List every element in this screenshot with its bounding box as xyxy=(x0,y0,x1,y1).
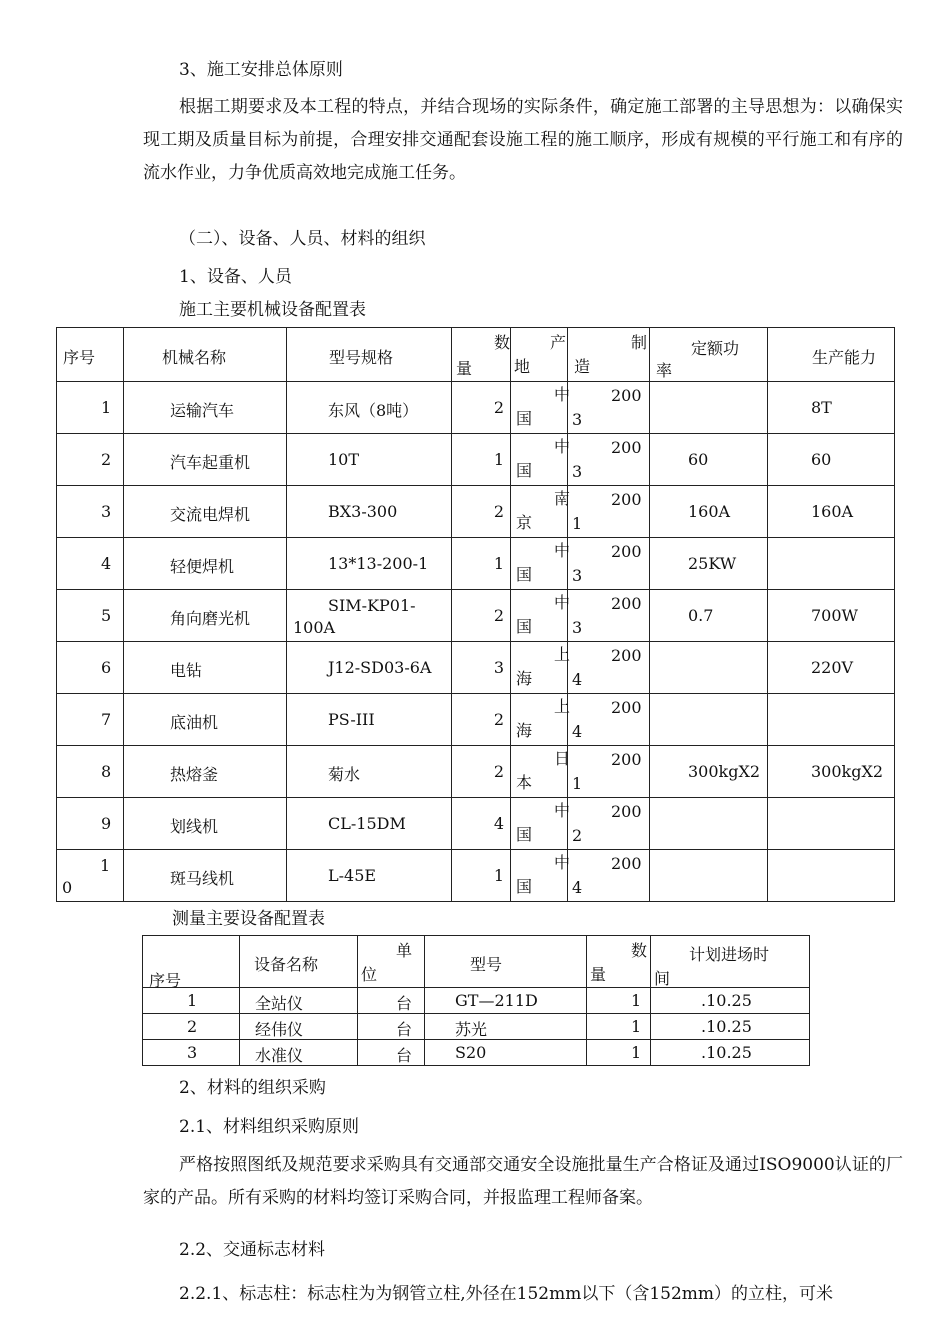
table-cell xyxy=(124,798,287,850)
table-cell xyxy=(287,642,452,694)
table-cell xyxy=(768,746,895,798)
row-model: BX3-300 xyxy=(328,502,398,521)
row-no-cont: 0 xyxy=(62,878,73,897)
row-name: 底油机 xyxy=(170,713,219,732)
row-name: 电钻 xyxy=(170,661,203,680)
row-name: 角向磨光机 xyxy=(170,609,251,628)
table-cell xyxy=(511,746,571,798)
table-cell xyxy=(452,382,511,434)
row-no: 1 xyxy=(187,991,198,1010)
row-power: 60 xyxy=(688,450,709,469)
row-qty: 3 xyxy=(493,658,504,677)
section-2-1-title: 1、设备、人员 xyxy=(179,267,292,287)
row-year-b: 4 xyxy=(572,878,583,897)
table-cell xyxy=(568,486,650,538)
equipment-table xyxy=(56,327,895,902)
table-cell xyxy=(768,382,895,434)
row-model: CL-15DM xyxy=(328,814,406,833)
table-cell xyxy=(57,434,124,486)
table-cell xyxy=(587,1040,651,1066)
table-cell xyxy=(511,434,571,486)
table-cell xyxy=(568,590,650,642)
row-name: 水准仪 xyxy=(255,1046,304,1065)
header-capacity: 生产能力 xyxy=(812,348,877,367)
header-power-a: 定额功 xyxy=(691,339,740,358)
row-unit: 台 xyxy=(396,1020,413,1039)
row-qty: 2 xyxy=(493,710,504,729)
row-year-a: 200 xyxy=(611,750,642,769)
row-year-b: 3 xyxy=(572,618,583,637)
row-name: 汽车起重机 xyxy=(170,453,251,472)
table-cell xyxy=(57,642,124,694)
table-cell xyxy=(240,1014,358,1040)
row-power: 0.7 xyxy=(688,606,714,625)
row-origin-a: 中 xyxy=(554,593,571,612)
row-no: 9 xyxy=(101,814,112,833)
row-name: 划线机 xyxy=(170,817,219,836)
row-time: .10.25 xyxy=(701,991,752,1010)
row-model: SIM-KP01- xyxy=(328,596,416,615)
row-no: 1 xyxy=(100,856,111,875)
table-cell xyxy=(568,434,650,486)
table-row xyxy=(57,538,895,590)
table-cell xyxy=(287,746,452,798)
table-cell xyxy=(57,798,124,850)
table-cell xyxy=(568,538,650,590)
row-name: 运输汽车 xyxy=(170,401,235,420)
materials-2-1-body: 严格按照图纸及规范要求采购具有交通部交通安全设施批量生产合格证及通过ISO9000认证的厂家的产品。所有采购的材料均签订采购合同，并报监理工程师备案。 xyxy=(143,1155,903,1208)
row-no: 4 xyxy=(101,554,112,573)
header-name: 机械名称 xyxy=(162,348,227,367)
header-year-a: 制 xyxy=(631,333,648,352)
table-cell xyxy=(358,1040,425,1066)
table-cell xyxy=(358,988,425,1014)
table-cell xyxy=(57,382,124,434)
row-no: 2 xyxy=(101,450,112,469)
table-cell xyxy=(511,694,571,746)
table-cell xyxy=(425,1040,587,1066)
row-model: J12-SD03-6A xyxy=(328,658,432,677)
table-cell xyxy=(287,382,452,434)
header2-no: 序号 xyxy=(149,971,182,990)
row-model: S20 xyxy=(455,1043,487,1062)
table-cell xyxy=(452,746,511,798)
row-qty: 1 xyxy=(493,450,504,469)
table-cell xyxy=(511,850,571,902)
table-cell xyxy=(57,538,124,590)
table-cell xyxy=(143,1014,240,1040)
table-cell xyxy=(452,590,511,642)
row-model: PS-III xyxy=(328,710,375,729)
section-2-title: （二）、设备、人员、材料的组织 xyxy=(179,229,426,249)
row-capacity: 700W xyxy=(811,606,858,625)
row-year-a: 200 xyxy=(611,490,642,509)
table-row xyxy=(143,1014,810,1040)
row-origin-a: 中 xyxy=(554,801,571,820)
row-year-a: 200 xyxy=(611,854,642,873)
row-origin-a: 中 xyxy=(554,541,571,560)
row-name: 轻便焊机 xyxy=(170,557,235,576)
table-cell xyxy=(57,694,124,746)
row-origin-a: 中 xyxy=(554,853,571,872)
row-capacity: 220V xyxy=(811,658,854,677)
row-time: .10.25 xyxy=(701,1043,752,1062)
row-name: 全站仪 xyxy=(255,994,304,1013)
row-name: 斑马线机 xyxy=(170,869,235,888)
header2-model: 型号 xyxy=(470,955,503,974)
row-year-b: 3 xyxy=(572,462,583,481)
table1-title: 施工主要机械设备配置表 xyxy=(179,300,366,320)
table-cell xyxy=(511,382,571,434)
table-row xyxy=(143,988,810,1014)
table-cell xyxy=(650,590,768,642)
row-origin-b: 国 xyxy=(516,409,533,428)
table-cell xyxy=(768,486,895,538)
row-qty: 2 xyxy=(493,762,504,781)
table-cell xyxy=(287,590,452,642)
table-cell xyxy=(511,590,571,642)
row-origin-b: 国 xyxy=(516,617,533,636)
table-cell xyxy=(768,538,895,590)
table-cell xyxy=(57,486,124,538)
row-model: 13*13-200-1 xyxy=(328,554,429,573)
row-capacity: 160A xyxy=(811,502,854,521)
table-cell xyxy=(57,746,124,798)
table-cell xyxy=(425,1014,587,1040)
equipment-table-header xyxy=(57,328,895,382)
row-qty: 4 xyxy=(493,814,504,833)
table-row xyxy=(57,746,895,798)
row-year-b: 1 xyxy=(572,774,583,793)
row-no: 8 xyxy=(101,762,112,781)
materials-2-2-1-body: 2.2.1、标志柱：标志柱为为钢管立柱,外径在152mm以下（含152mm）的立柱，可米 xyxy=(179,1284,834,1304)
row-year-b: 4 xyxy=(572,670,583,689)
table-cell xyxy=(651,1014,810,1040)
table-cell xyxy=(452,850,511,902)
table-cell xyxy=(768,434,895,486)
row-origin-a: 日 xyxy=(554,749,571,768)
row-qty: 1 xyxy=(631,1017,642,1036)
table-cell xyxy=(650,746,768,798)
row-capacity: 300kgX2 xyxy=(811,762,884,781)
materials-title: 2、材料的组织采购 xyxy=(179,1078,326,1098)
header2-qty-a: 数 xyxy=(631,941,648,960)
row-qty: 1 xyxy=(493,866,504,885)
table-cell xyxy=(287,694,452,746)
header-qty-a: 数 xyxy=(494,333,511,352)
table-cell xyxy=(568,850,650,902)
row-origin-a: 中 xyxy=(554,437,571,456)
header-qty-b: 量 xyxy=(456,359,473,378)
survey-table xyxy=(142,935,810,1066)
table2-title: 测量主要设备配置表 xyxy=(172,909,325,929)
table-row xyxy=(57,850,895,902)
row-no: 3 xyxy=(101,502,112,521)
table-cell xyxy=(287,486,452,538)
row-year-a: 200 xyxy=(611,438,642,457)
row-no: 1 xyxy=(101,398,112,417)
row-model: 10T xyxy=(328,450,360,469)
row-name: 热熔釜 xyxy=(170,765,219,784)
row-name: 交流电焊机 xyxy=(170,505,251,524)
row-year-a: 200 xyxy=(611,594,642,613)
row-model: GT—211D xyxy=(455,991,538,1010)
row-origin-a: 上 xyxy=(554,645,571,664)
table-row xyxy=(57,694,895,746)
table-row xyxy=(57,382,895,434)
row-year-a: 200 xyxy=(611,386,642,405)
row-power: 300kgX2 xyxy=(688,762,761,781)
table-cell xyxy=(651,988,810,1014)
table-cell xyxy=(650,538,768,590)
row-origin-b: 国 xyxy=(516,877,533,896)
row-no: 3 xyxy=(187,1043,198,1062)
row-origin-b: 海 xyxy=(516,669,533,688)
table-cell xyxy=(124,642,287,694)
table-cell xyxy=(650,434,768,486)
table-row xyxy=(57,798,895,850)
table-cell xyxy=(452,486,511,538)
table-cell xyxy=(650,382,768,434)
table-cell xyxy=(768,694,895,746)
table-row xyxy=(57,434,895,486)
header2-time-b: 间 xyxy=(654,969,671,988)
table-cell xyxy=(568,694,650,746)
row-model-cont: 100A xyxy=(293,618,336,637)
row-model: 东风（8吨） xyxy=(328,401,419,420)
table-cell xyxy=(57,850,124,902)
table-cell xyxy=(452,434,511,486)
materials-2-1-title: 2.1、材料组织采购原则 xyxy=(179,1117,360,1137)
row-capacity: 60 xyxy=(811,450,832,469)
row-time: .10.25 xyxy=(701,1017,752,1036)
table-cell xyxy=(650,850,768,902)
table-cell xyxy=(568,642,650,694)
table-cell xyxy=(651,1040,810,1066)
table-cell xyxy=(143,1040,240,1066)
table-cell xyxy=(124,538,287,590)
table-cell xyxy=(650,694,768,746)
row-qty: 1 xyxy=(493,554,504,573)
table-cell xyxy=(768,590,895,642)
row-year-a: 200 xyxy=(611,646,642,665)
table-cell xyxy=(452,642,511,694)
table-cell xyxy=(650,642,768,694)
row-no: 2 xyxy=(187,1017,198,1036)
row-origin-a: 南 xyxy=(554,489,571,508)
row-name: 经伟仪 xyxy=(255,1020,304,1039)
row-power: 25KW xyxy=(688,554,737,573)
table-row xyxy=(57,642,895,694)
table-cell xyxy=(240,988,358,1014)
table-cell xyxy=(452,694,511,746)
table-cell xyxy=(287,850,452,902)
header2-unit-b: 位 xyxy=(361,965,378,984)
table-cell xyxy=(287,798,452,850)
header-power-b: 率 xyxy=(656,361,673,380)
table-cell xyxy=(568,382,650,434)
row-qty: 2 xyxy=(493,502,504,521)
table-cell xyxy=(452,538,511,590)
row-unit: 台 xyxy=(396,994,413,1013)
table-cell xyxy=(124,746,287,798)
row-qty: 2 xyxy=(493,398,504,417)
table-cell xyxy=(650,798,768,850)
row-origin-b: 京 xyxy=(516,513,533,532)
row-origin-b: 国 xyxy=(516,825,533,844)
row-year-b: 4 xyxy=(572,722,583,741)
table-row xyxy=(57,486,895,538)
table-cell xyxy=(124,434,287,486)
row-no: 7 xyxy=(101,710,112,729)
table-row xyxy=(143,1040,810,1066)
row-year-b: 3 xyxy=(572,410,583,429)
table-cell xyxy=(240,1040,358,1066)
table-cell xyxy=(587,1014,651,1040)
row-no: 6 xyxy=(101,658,112,677)
header-origin-b: 地 xyxy=(514,357,531,376)
header-year-b: 造 xyxy=(574,357,591,376)
table-cell xyxy=(511,486,571,538)
row-capacity: 8T xyxy=(811,398,832,417)
table-cell xyxy=(511,642,571,694)
row-qty: 1 xyxy=(631,991,642,1010)
table-cell xyxy=(511,538,571,590)
row-model: 苏光 xyxy=(455,1020,488,1039)
row-year-b: 1 xyxy=(572,514,583,533)
table-cell xyxy=(768,798,895,850)
row-power: 160A xyxy=(688,502,731,521)
table-cell xyxy=(124,382,287,434)
header2-qty-b: 量 xyxy=(590,965,607,984)
table-cell xyxy=(124,694,287,746)
table-cell xyxy=(650,486,768,538)
row-no: 5 xyxy=(101,606,112,625)
header-no: 序号 xyxy=(63,348,96,367)
header-origin-a: 产 xyxy=(550,333,567,352)
row-qty: 2 xyxy=(493,606,504,625)
table-cell xyxy=(287,538,452,590)
table-cell xyxy=(768,642,895,694)
table-cell xyxy=(358,1014,425,1040)
row-model: L-45E xyxy=(328,866,377,885)
survey-table-header xyxy=(143,936,810,988)
table-cell xyxy=(425,988,587,1014)
table-cell xyxy=(143,988,240,1014)
row-origin-b: 国 xyxy=(516,565,533,584)
table-cell xyxy=(452,798,511,850)
row-year-a: 200 xyxy=(611,802,642,821)
row-origin-b: 国 xyxy=(516,461,533,480)
row-year-a: 200 xyxy=(611,698,642,717)
row-unit: 台 xyxy=(396,1046,413,1065)
row-year-b: 2 xyxy=(572,826,583,845)
header2-name: 设备名称 xyxy=(254,955,319,974)
row-year-b: 3 xyxy=(572,566,583,585)
section-3-title: 3、施工安排总体原则 xyxy=(179,60,343,80)
row-year-a: 200 xyxy=(611,542,642,561)
table-cell xyxy=(568,798,650,850)
header2-unit-a: 单 xyxy=(396,941,413,960)
table-cell xyxy=(57,590,124,642)
section-3-body: 根据工期要求及本工程的特点，并结合现场的实际条件，确定施工部署的主导思想为：以确保实现工期及质量目标为前提，合理安排交通配套设施工程的施工顺序，形成有规模的平行施工和有序的流水作业，力争优质高效地完成施工任务。 xyxy=(143,97,903,183)
row-origin-a: 中 xyxy=(554,385,571,404)
header-model: 型号规格 xyxy=(329,348,394,367)
row-origin-a: 上 xyxy=(554,697,571,716)
table-row xyxy=(57,590,895,642)
table-cell xyxy=(124,486,287,538)
table-cell xyxy=(768,850,895,902)
table-cell xyxy=(287,434,452,486)
table-cell xyxy=(124,850,287,902)
table-cell xyxy=(587,988,651,1014)
header2-time-a: 计划进场时 xyxy=(689,945,770,964)
table-cell xyxy=(124,590,287,642)
row-model: 菊水 xyxy=(328,765,361,784)
row-origin-b: 本 xyxy=(516,773,533,792)
table-cell xyxy=(568,746,650,798)
table-cell xyxy=(511,798,571,850)
row-qty: 1 xyxy=(631,1043,642,1062)
row-origin-b: 海 xyxy=(516,721,533,740)
materials-2-2-title: 2.2、交通标志材料 xyxy=(179,1240,326,1260)
